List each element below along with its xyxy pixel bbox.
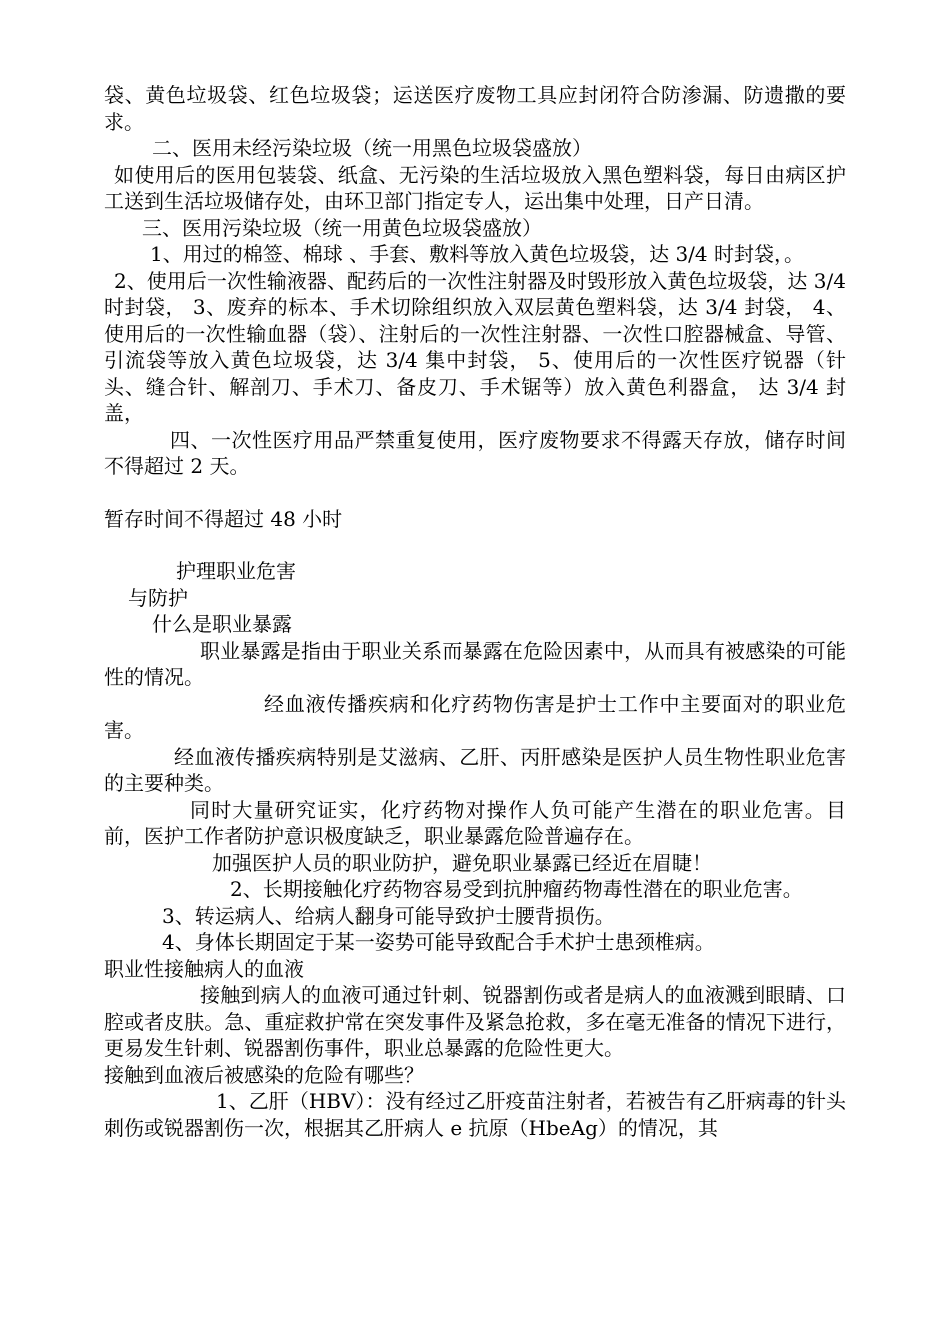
- paragraph: 职业暴露是指由于职业关系而暴露在危险因素中，从而具有被感染的可能性的情况。: [104, 638, 846, 689]
- paragraph: 如使用后的医用包装袋、纸盒、无污染的生活垃圾放入黑色塑料袋，每日由病区护工送到生活垃圾储存处，由环卫部门指定专人，运出集中处理，日产日清。: [104, 162, 846, 213]
- paragraph: 3、转运病人、给病人翻身可能导致护士腰背损伤。: [162, 903, 615, 928]
- paragraph: 四、一次性医疗用品严禁重复使用，医疗废物要求不得露天存放，储存时间不得超过 2 天。: [104, 427, 846, 478]
- paragraph: 加强医护人员的职业防护，避免职业暴露已经近在眉睫！: [212, 850, 712, 875]
- document-page: [104, 82, 846, 1141]
- paragraph: 袋、黄色垃圾袋、红色垃圾袋；运送医疗废物工具应封闭符合防渗漏、防遗撒的要求。: [104, 83, 846, 134]
- paragraph: 4、身体长期固定于某一姿势可能导致配合手术护士患颈椎病。: [162, 930, 715, 954]
- section-title-line2: 与防护: [128, 585, 188, 610]
- section-occupational-hazards: [104, 638, 846, 1142]
- paragraph: 1、乙肝（HBV）：没有经过乙肝疫苗注射者，若被告有乙肝病毒的针头刺伤或锐器割伤一次，根据其乙肝病人 e 抗原（HbeAg）的情况，其: [104, 1089, 846, 1140]
- paragraph: 接触到血液后被感染的危险有哪些？: [104, 1062, 424, 1087]
- storage-note: 暂存时间不得超过 48 小时: [104, 506, 343, 531]
- section-medical-waste: [104, 82, 846, 480]
- section-title-line1: 护理职业危害: [176, 559, 296, 583]
- paragraph: 经血液传播疾病和化疗药物伤害是护士工作中主要面对的职业危害。: [104, 691, 846, 742]
- paragraph: 职业性接触病人的血液: [104, 956, 304, 981]
- paragraph: 同时大量研究证实，化疗药物对操作人负可能产生潜在的职业危害。目前，医护工作者防护意识极度缺乏，职业暴露危险普遍存在。: [104, 797, 846, 848]
- paragraph: 三、医用污染垃圾（统一用黄色垃圾袋盛放）: [142, 215, 542, 240]
- paragraph: 二、医用未经污染垃圾（统一用黑色垃圾袋盛放）: [152, 136, 592, 160]
- section-heading: 什么是职业暴露: [152, 612, 292, 636]
- paragraph: 2、长期接触化疗药物容易受到抗肿瘤药物毒性潜在的职业危害。: [230, 877, 803, 901]
- paragraph: 经血液传播疾病特别是艾滋病、乙肝、丙肝感染是医护人员生物性职业危害的主要种类。: [104, 744, 846, 795]
- paragraph: 1、用过的棉签、棉球 、手套、敷料等放入黄色垃圾袋，达 3/4 时封袋，。: [150, 242, 804, 266]
- spacer: [104, 532, 846, 558]
- paragraph: 2、使用后一次性输液器、配药后的一次性注射器及时毁形放入黄色垃圾袋，达 3/4 时封袋， 3、废弃的标本、手术切除组织放入双层黄色塑料袋，达 3/4 封袋， 4、使用后的一次性输血器（袋）、注射后的一次性注射器、一次性口腔器械盒、导管、引流袋等放入黄色垃圾袋，达 3/4 集中封袋， 5、使用后的一次性医疗锐器（针头、缝合针、解剖刀、手术刀、备皮刀、手术锯等）放入黄色利器盒， 达 3/4 封盖，: [104, 268, 846, 425]
- paragraph: 接触到病人的血液可通过针刺、锐器割伤或者是病人的血液溅到眼睛、口腔或者皮肤。急、重症救护常在突发事件及紧急抢救，多在毫无准备的情况下进行，更易发生针刺、锐器割伤事件，职业总暴露的危险性更大。: [104, 983, 846, 1060]
- spacer: [104, 480, 846, 506]
